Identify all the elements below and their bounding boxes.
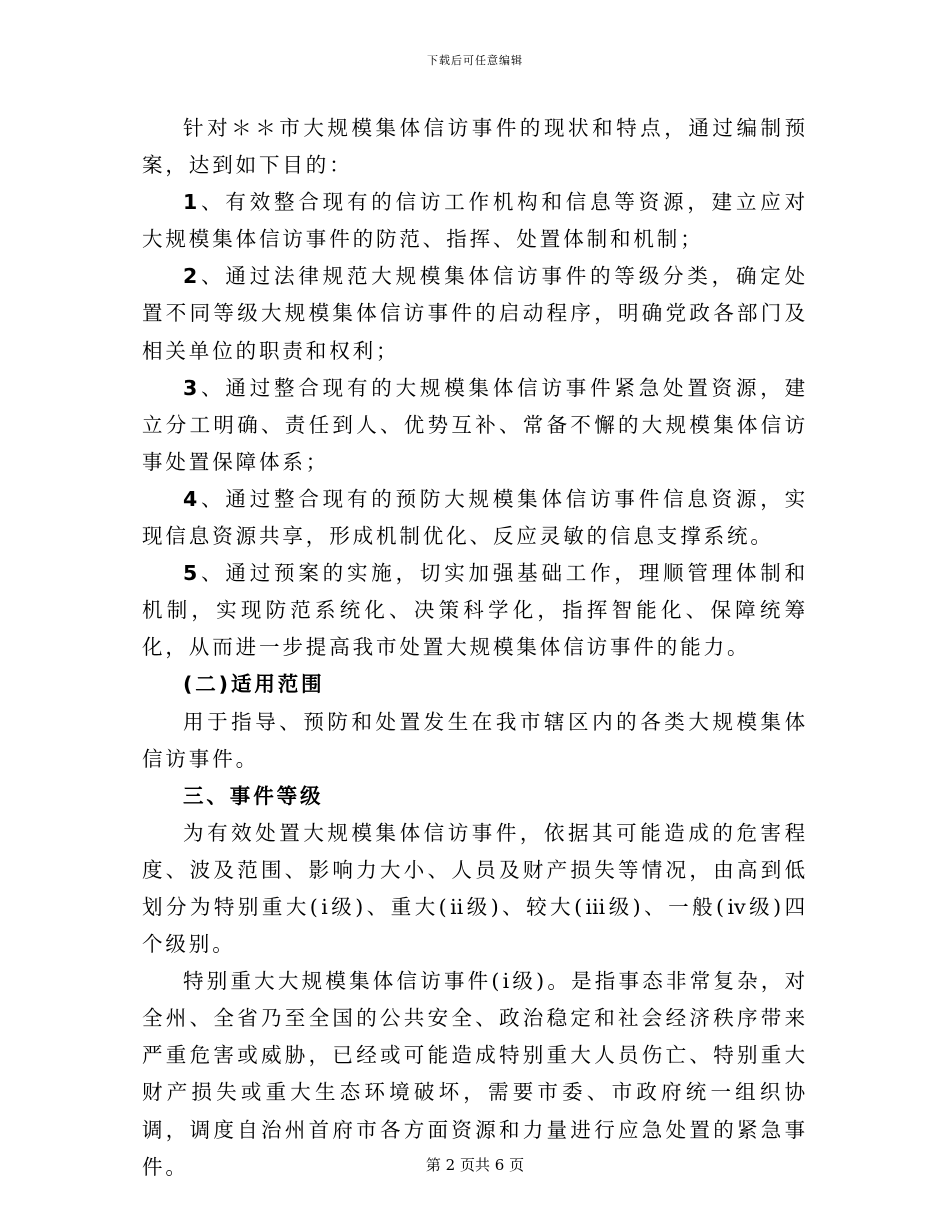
paragraph-text: 用于指导、预防和处置发生在我市辖区内的各类大规模集体信访事件。	[142, 709, 808, 771]
paragraph-item-5	[142, 555, 808, 666]
item-number: 5	[183, 561, 201, 586]
paragraph-levels	[142, 815, 808, 963]
paragraph-text: 、通过法律规范大规模集体信访事件的等级分类，确定处置不同等级大规模集体信访事件的启动程序，明确党政各部门及相关单位的职责和权利；	[142, 264, 808, 363]
item-number: 1	[183, 190, 201, 215]
paragraph-item-2	[142, 258, 808, 369]
paragraph-text: 特别重大大规模集体信访事件(ⅰ级)。是指事态非常复杂，对全州、全省乃至全国的公共安全、政治稳定和社会经济秩序带来严重危害或威胁，已经或可能造成特别重大人员伤亡、特别重大财产损失或重大生态环境破坏，需要市委、市政府统一组织协调，调度自治州首府市各方面资源和力量进行应急处置的紧急事件。	[142, 969, 808, 1179]
paragraph-text: 、通过整合现有的大规模集体信访事件紧急处置资源，建立分工明确、责任到人、优势互补、常备不懈的大规模集体信访事处置保障体系；	[142, 375, 808, 474]
paragraph-text: 、通过预案的实施，切实加强基础工作，理顺管理体制和机制，实现防范系统化、决策科学化，指挥智能化、保障统筹化，从而进一步提高我市处置大规模集体信访事件的能力。	[142, 561, 808, 660]
paragraph-level-1	[142, 963, 808, 1186]
paragraph-scope	[142, 704, 808, 778]
page-header: 下载后可任意编辑	[427, 54, 523, 67]
paragraph-item-4	[142, 481, 808, 555]
paragraph-text: 、通过整合现有的预防大规模集体信访事件信息资源，实现信息资源共享，形成机制优化、反应灵敏的信息支撑系统。	[142, 486, 808, 549]
paragraph-text: 、有效整合现有的信访工作机构和信息等资源，建立应对大规模集体信访事件的防范、指挥、处置体制和机制；	[142, 190, 808, 252]
item-number: 3	[183, 375, 201, 400]
item-number: 2	[183, 264, 201, 289]
item-number: 4	[183, 486, 201, 511]
section-heading-levels: 三、事件等级	[183, 783, 324, 808]
paragraph-text: 针对＊＊市大规模集体信访事件的现状和特点，通过编制预案，达到如下目的：	[142, 116, 808, 178]
paragraph-item-3	[142, 370, 808, 481]
paragraph-intro	[142, 110, 808, 184]
paragraph-text: 为有效处置大规模集体信访事件，依据其可能造成的危害程度、波及范围、影响力大小、人员及财产损失等情况，由高到低划分为特别重大(ⅰ级)、重大(ⅱ级)、较大(ⅲ级)、一般(ⅳ级)四个级别。	[142, 820, 808, 957]
paragraph-item-1	[142, 184, 808, 258]
section-heading-scope: (二)适用范围	[183, 672, 325, 697]
page-footer: 第 2 页共 6 页	[425, 1156, 525, 1174]
document-body	[142, 110, 808, 1186]
